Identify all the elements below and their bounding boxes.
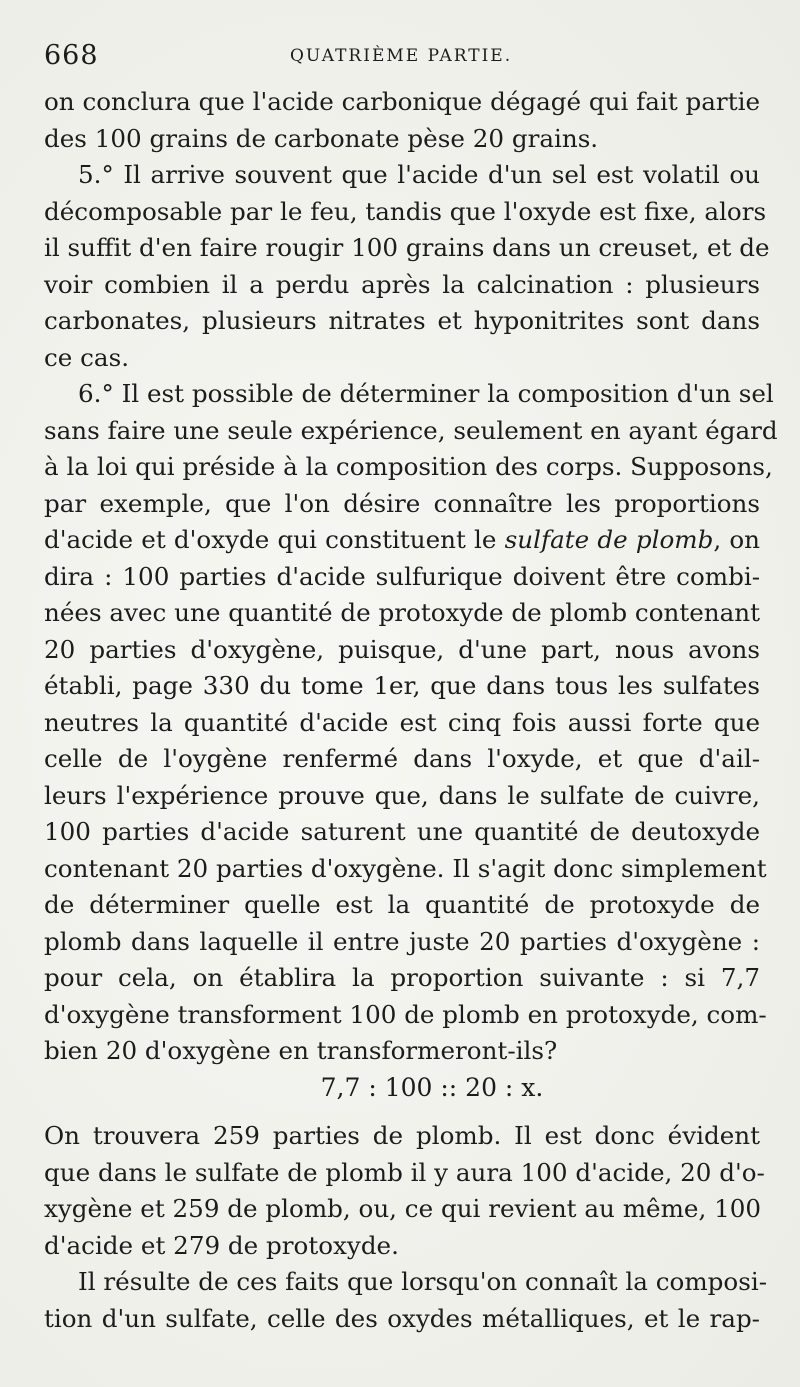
text-line: décomposable par le feu, tandis que l'oxyde est fixe, alors [44,196,767,226]
text-line: que dans le sulfate de plomb il y aura 100 d'acide, 20 d'o- [44,1157,765,1187]
text-line: carbonates, plusieurs nitrates et hyponitrites sont dans [44,306,760,335]
text-line: 6.° Il est possible de déterminer la composition d'un sel [78,379,774,408]
text-line: on conclura que l'acide carbonique dégagé qui fait partie [44,87,760,116]
text-line: On trouvera 259 parties de plomb. Il est donc évident [44,1121,760,1150]
text-line: Il résulte de ces faits que lorsqu'on connaît la composi- [78,1267,768,1296]
page-number: 668 [44,40,99,71]
text-line: voir combien il a perdu après la calcination : plusieurs [44,269,760,299]
italic-term: sulfate de plomb [504,525,714,554]
text-line: dira : 100 parties d'acide sulfurique doivent être combi- [44,561,760,591]
page-header [44,34,760,84]
text-line: des 100 grains de carbonate pèse 20 grains. [44,123,599,153]
text-line: de déterminer quelle est la quantité de protoxyde de [44,890,760,919]
text-line: plomb dans laquelle il entre juste 20 parties d'oxygène : [44,926,760,956]
proportion-equation: 7,7 : 100 :: 20 : x. [320,1072,544,1102]
text-line: leurs l'expérience prouve que, dans le sulfate de cuivre, [44,780,760,810]
text-line: tion d'un sulfate, celle des oxydes métalliques, et le rap- [44,1303,760,1333]
text-line: xygène et 259 de plomb, ou, ce qui revient au même, 100 [44,1194,762,1223]
text-line [44,522,760,559]
text-line: à la loi qui préside à la composition des corps. Supposons, [44,452,773,481]
text-line: 20 parties d'oxygène, puisque, d'une part, nous avons [44,634,760,664]
paragraph-gap [44,1106,760,1118]
text-line: 100 parties d'acide saturent une quantité de deutoxyde [44,817,760,846]
text-line: nées avec une quantité de protoxyde de plomb contenant [44,598,760,627]
text-line: neutres la quantité d'acide est cinq fois aussi forte que [44,707,760,737]
text-line: celle de l'oygène renfermé dans l'oxyde, et que d'ail- [44,744,760,773]
text-line: établi, page 330 du tome 1er, que dans tous les sulfates [44,671,760,700]
text-line: il suffit d'en faire rougir 100 grains dans un creuset, et de [44,233,770,262]
text-line: bien 20 d'oxygène en transformeront-ils? [44,1036,558,1065]
text-line: pour cela, on établira la proportion suivante : si 7,7 [44,963,760,992]
text-line: sans faire une seule expérience, seulement en ayant égard [44,415,778,445]
text-line: contenant 20 parties d'oxygène. Il s'agit donc simplement [44,853,767,883]
text-line: ce cas. [44,342,130,372]
text-line: d'acide et 279 de protoxyde. [44,1230,399,1260]
text-fragment: d'acide et d'oxyde qui constituent le [44,525,497,554]
text-line: 5.° Il arrive souvent que l'acide d'un sel est volatil ou [78,160,760,189]
body-text [44,84,778,1337]
running-head: QUATRIÈME PARTIE. [290,46,513,66]
text-fragment: , on [713,525,760,554]
text-line: par exemple, que l'on désire connaître les proportions [44,488,760,518]
text-line: d'oxygène transforment 100 de plomb en protoxyde, com- [44,999,767,1029]
